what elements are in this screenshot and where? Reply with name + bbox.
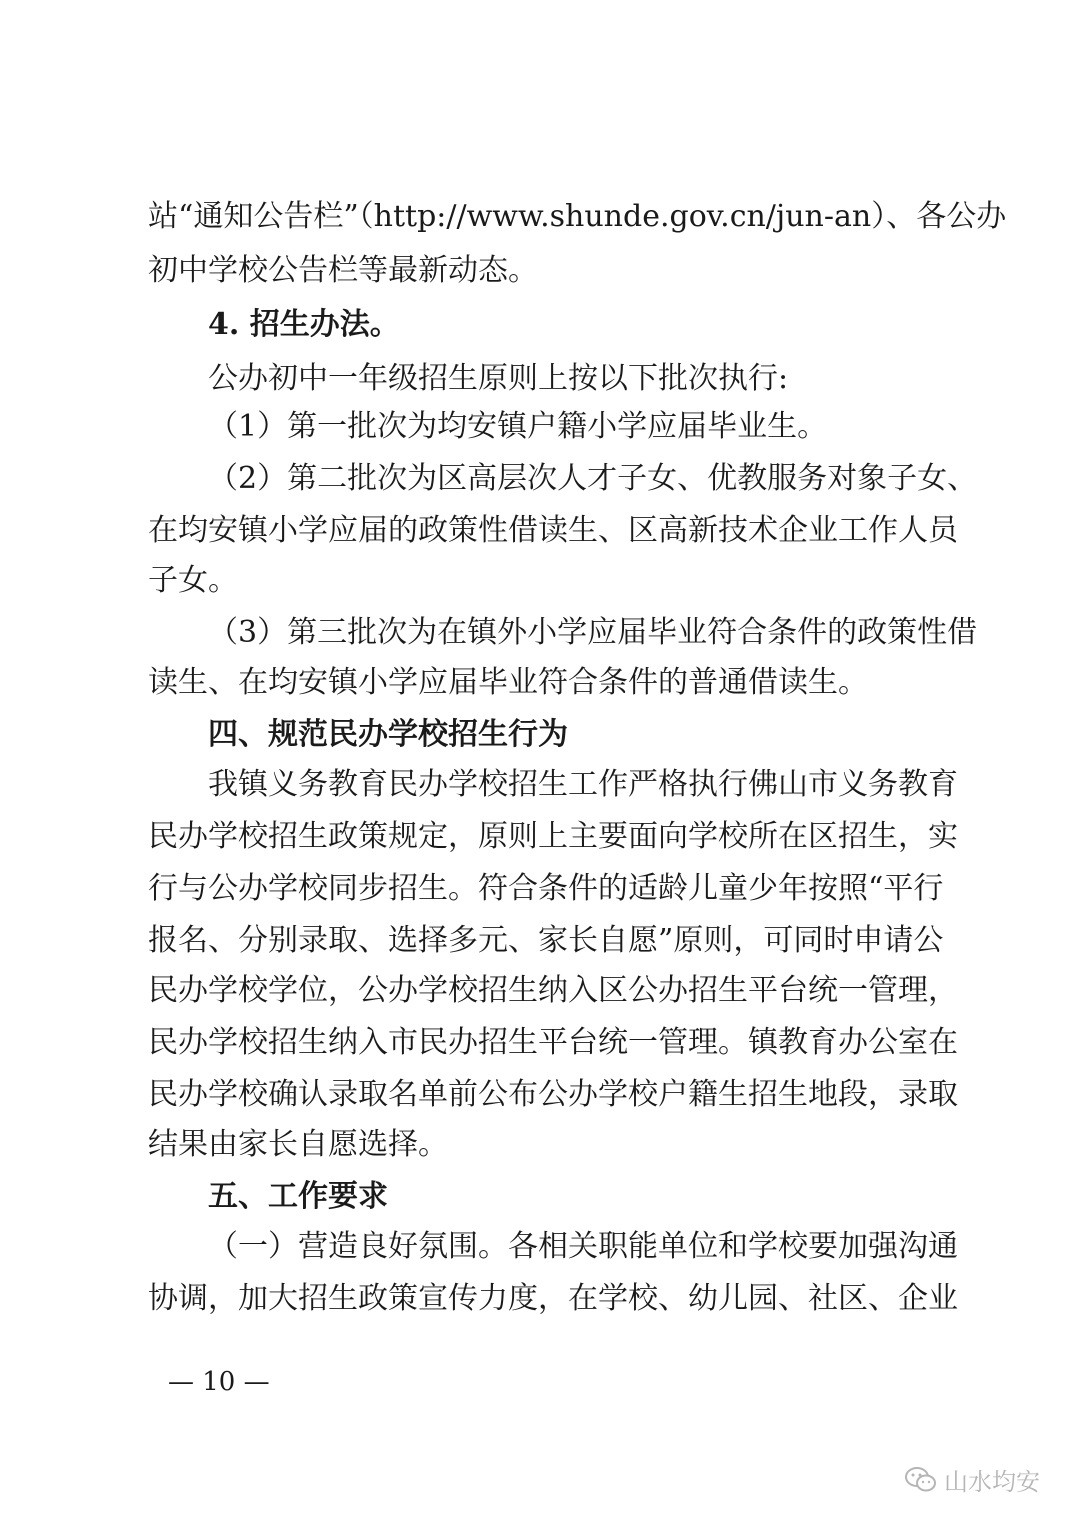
section-heading: 五、工作要求 xyxy=(208,1179,388,1214)
body-line: 民办学校学位，公办学校招生纳入区公办招生平台统一管理， xyxy=(148,973,958,1008)
body-line: 报名、分别录取、选择多元、家长自愿”原则，可同时申请公 xyxy=(148,923,944,958)
body-line: （一）营造良好氛围。各相关职能单位和学校要加强沟通 xyxy=(208,1229,958,1264)
page-number: — 10 — xyxy=(168,1367,270,1397)
body-line: 协调，加大招生政策宣传力度，在学校、幼儿园、社区、企业 xyxy=(148,1281,958,1316)
subsection-heading: 4. 招生办法。 xyxy=(208,307,400,342)
body-line: （3）第三批次为在镇外小学应届毕业符合条件的政策性借 xyxy=(208,615,978,650)
body-line: 我镇义务教育民办学校招生工作严格执行佛山市义务教育 xyxy=(208,767,958,802)
wechat-icon xyxy=(904,1465,938,1495)
body-line: 初中学校公告栏等最新动态。 xyxy=(148,253,538,288)
watermark xyxy=(904,1462,1040,1497)
section-heading: 四、规范民办学校招生行为 xyxy=(208,717,568,752)
body-line: （2）第二批次为区高层次人才子女、优教服务对象子女、 xyxy=(208,461,978,496)
body-line: 结果由家长自愿选择。 xyxy=(148,1127,448,1162)
body-line: 站“通知公告栏”（http://www.shunde.gov.cn/jun-an）、各公办 xyxy=(148,199,1007,234)
watermark-text: 山水均安 xyxy=(944,1468,1040,1496)
body-line: 民办学校确认录取名单前公布公办学校户籍生招生地段，录取 xyxy=(148,1077,958,1112)
body-line: 民办学校招生政策规定，原则上主要面向学校所在区招生，实 xyxy=(148,819,958,854)
body-line: 公办初中一年级招生原则上按以下批次执行: xyxy=(208,361,789,396)
body-line: 读生、在均安镇小学应届毕业符合条件的普通借读生。 xyxy=(148,665,868,700)
body-line: 行与公办学校同步招生。符合条件的适龄儿童少年按照“平行 xyxy=(148,871,944,906)
body-line: 子女。 xyxy=(148,563,238,598)
body-line: 民办学校招生纳入市民办招生平台统一管理。镇教育办公室在 xyxy=(148,1025,958,1060)
body-line: 在均安镇小学应届的政策性借读生、区高新技术企业工作人员 xyxy=(148,513,958,548)
body-line: （1）第一批次为均安镇户籍小学应届毕业生。 xyxy=(208,409,828,444)
